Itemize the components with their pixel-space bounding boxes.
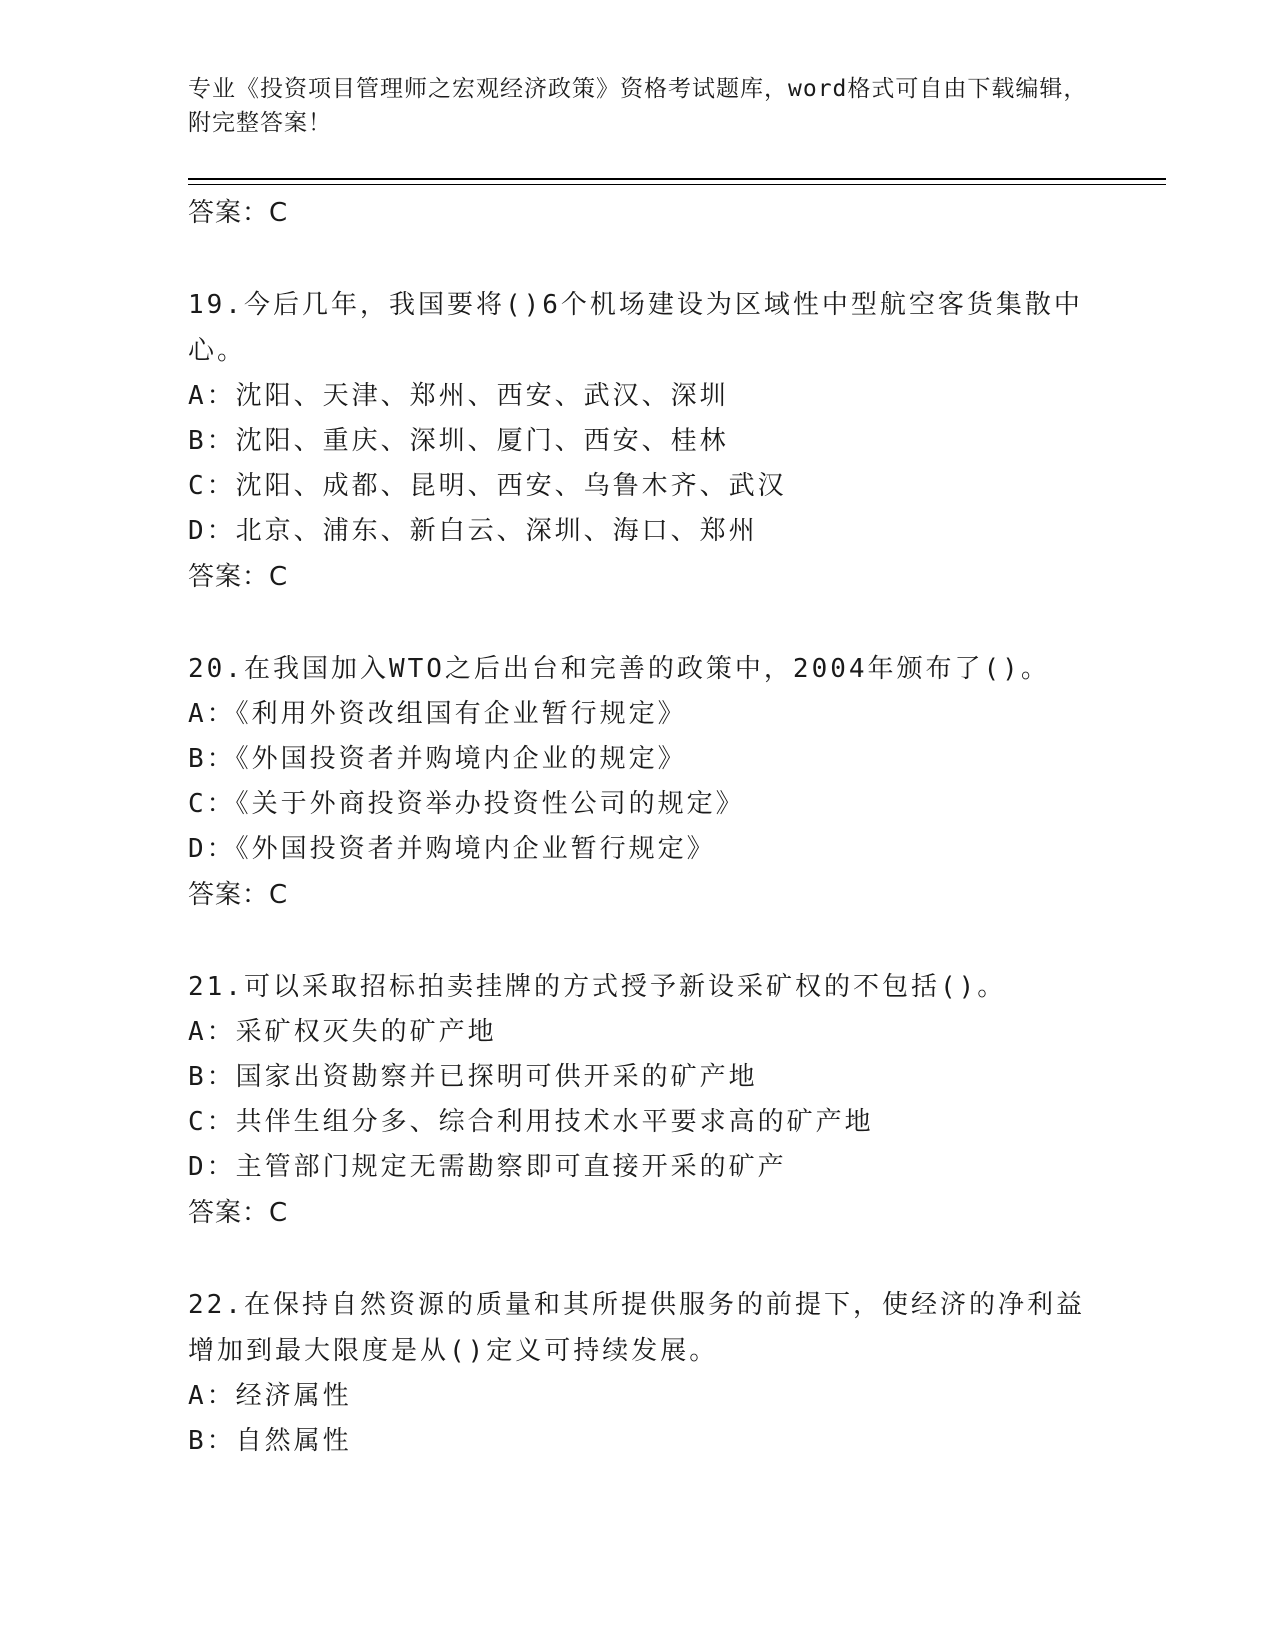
- answer-line: 答案：C: [188, 562, 289, 592]
- option-d: D：北京、浦东、新白云、深圳、海口、郑州: [188, 516, 758, 546]
- question-block: [188, 1282, 1088, 1464]
- option-b: B：国家出资勘察并已探明可供开采的矿产地: [188, 1062, 758, 1092]
- option-b: B：沈阳、重庆、深圳、厦门、西安、桂林: [188, 426, 729, 456]
- option-d: D：《外国投资者并购境内企业暂行规定》: [188, 834, 716, 864]
- question-block: [188, 282, 1088, 600]
- answer-line: 答案：C: [188, 880, 289, 910]
- option-d: D：主管部门规定无需勘察即可直接开采的矿产: [188, 1152, 787, 1182]
- header-divider-thick: [188, 178, 1166, 180]
- option-a: A：采矿权灭失的矿产地: [188, 1017, 497, 1047]
- question-block: [188, 646, 1088, 918]
- option-a: A：沈阳、天津、郑州、西安、武汉、深圳: [188, 381, 729, 411]
- option-a: A：经济属性: [188, 1381, 352, 1411]
- option-c: C：沈阳、成都、昆明、西安、乌鲁木齐、武汉: [188, 471, 787, 501]
- answer-line: 答案：C: [188, 198, 289, 228]
- question-stem: 19.今后几年，我国要将()6个机场建设为区域性中型航空客货集散中心。: [188, 290, 1083, 366]
- option-b: B：《外国投资者并购境内企业的规定》: [188, 744, 687, 774]
- question-stem: 22.在保持自然资源的质量和其所提供服务的前提下，使经济的净利益增加到最大限度是从()定义可持续发展。: [188, 1290, 1085, 1366]
- answer-line: 答案：C: [188, 1198, 289, 1228]
- option-b: B：自然属性: [188, 1426, 352, 1456]
- question-list: [188, 190, 1088, 1464]
- document-header: 专业《投资项目管理师之宏观经济政策》资格考试题库，word格式可自由下载编辑，附完整答案！: [188, 76, 1088, 136]
- option-c: C：《关于外商投资举办投资性公司的规定》: [188, 789, 745, 819]
- header-divider-thin: [188, 184, 1166, 185]
- option-c: C：共伴生组分多、综合利用技术水平要求高的矿产地: [188, 1107, 874, 1137]
- option-a: A：《利用外资改组国有企业暂行规定》: [188, 699, 687, 729]
- question-block: [188, 964, 1088, 1236]
- question-stem: 20.在我国加入WTO之后出台和完善的政策中，2004年颁布了()。: [188, 654, 1050, 684]
- question-stem: 21.可以采取招标拍卖挂牌的方式授予新设采矿权的不包括()。: [188, 972, 1007, 1002]
